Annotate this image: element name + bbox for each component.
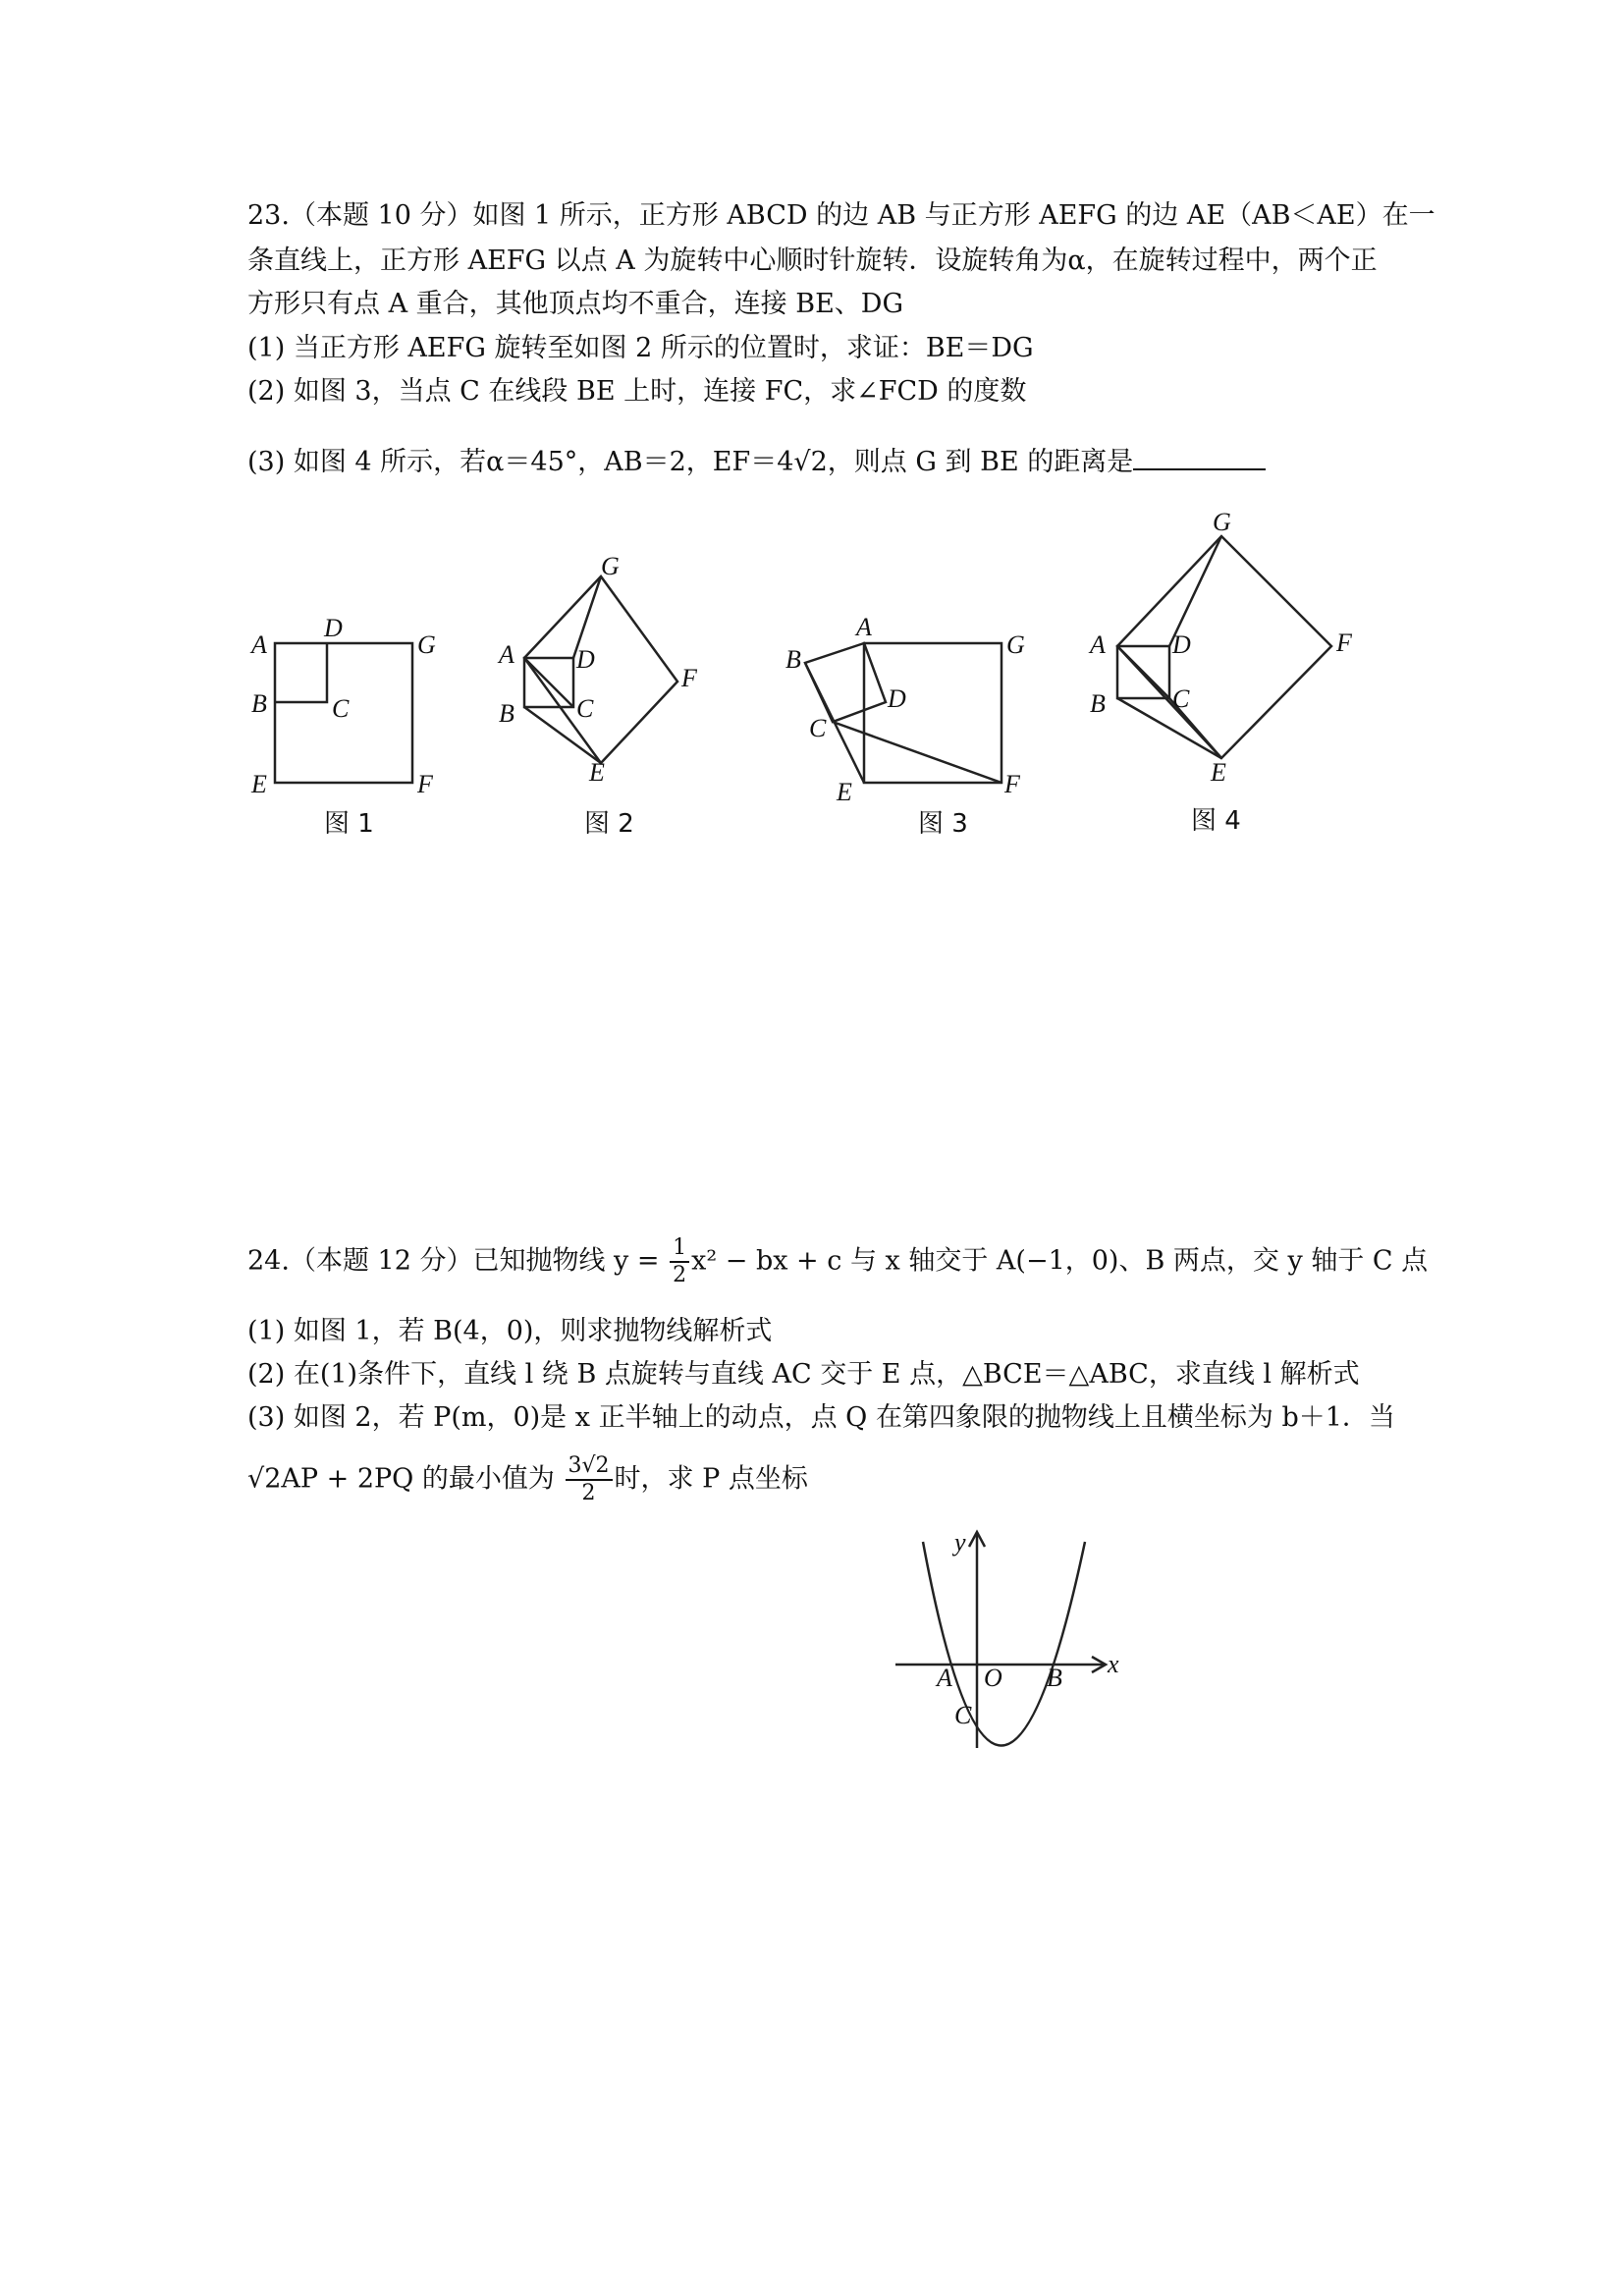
parabola-figure bbox=[884, 1527, 1139, 1758]
fig3-label-c: C bbox=[809, 714, 827, 742]
q24-part3-line2 bbox=[247, 1453, 808, 1506]
fig2-label-d: D bbox=[576, 645, 595, 674]
fig2-label-e: E bbox=[589, 758, 605, 787]
figure-2 bbox=[491, 545, 746, 800]
fig4-label-b: B bbox=[1090, 689, 1106, 718]
fig3-label-g: G bbox=[1006, 630, 1025, 659]
fig3-label-b: B bbox=[785, 645, 801, 674]
fig1-label-e: E bbox=[251, 770, 267, 798]
q24-min-fraction bbox=[566, 1453, 613, 1506]
q24-line1-prefix: 24.（本题 12 分）已知抛物线 y = bbox=[247, 1245, 660, 1277]
fig1-label-g: G bbox=[417, 630, 436, 659]
fig3-label-f: F bbox=[1004, 770, 1020, 798]
q24-half-fraction bbox=[670, 1235, 689, 1288]
fig4-label-a: A bbox=[1090, 630, 1106, 659]
q24-half-denominator: 2 bbox=[673, 1263, 687, 1287]
fig1-label-f: F bbox=[417, 770, 433, 798]
q24-part2: (2) 在(1)条件下，直线 l 绕 B 点旋转与直线 AC 交于 E 点，△BCE＝△ABC，求直线 l 解析式 bbox=[247, 1359, 1360, 1390]
figure-1-caption: 图 1 bbox=[324, 809, 374, 839]
fig3-label-e: E bbox=[837, 778, 852, 805]
fig4-label-d: D bbox=[1172, 630, 1191, 659]
q23-line3: 方形只有点 A 重合，其他顶点均不重合，连接 BE、DG bbox=[247, 289, 904, 319]
q23-line2: 条直线上，正方形 AEFG 以点 A 为旋转中心顺时针旋转．设旋转角为α，在旋转过程中，两个正 bbox=[247, 246, 1378, 276]
q23-part3-prefix: (3) 如图 4 所示，若α＝45°，AB＝2，EF＝4 bbox=[247, 447, 794, 477]
figure-1 bbox=[245, 604, 452, 800]
parabola-label-c: C bbox=[954, 1701, 972, 1729]
q24-part1: (1) 如图 1，若 B(4，0)，则求抛物线解析式 bbox=[247, 1316, 773, 1346]
answer-blank bbox=[1133, 443, 1266, 470]
figure-4 bbox=[1080, 501, 1375, 805]
figure-2-caption: 图 2 bbox=[584, 809, 634, 839]
q23-part3-suffix: ，则点 G 到 BE 的距离是 bbox=[827, 447, 1134, 477]
fig4-label-g: G bbox=[1213, 508, 1231, 536]
q24-part3-line1: (3) 如图 2，若 P(m，0)是 x 正半轴上的动点，点 Q 在第四象限的抛物线上且横坐标为 b＋1．当 bbox=[247, 1402, 1395, 1433]
fig4-label-c: C bbox=[1172, 684, 1190, 713]
fig2-label-b: B bbox=[499, 699, 514, 728]
q23-part2: (2) 如图 3，当点 C 在线段 BE 上时，连接 FC，求∠FCD 的度数 bbox=[247, 376, 1027, 407]
fig2-label-f: F bbox=[681, 664, 697, 692]
q24-part3-line2-suffix: 时，求 P 点坐标 bbox=[614, 1463, 808, 1495]
y-axis-label: y bbox=[954, 1528, 966, 1557]
fig4-label-e: E bbox=[1211, 758, 1226, 787]
q24-min-denominator: 2 bbox=[581, 1481, 596, 1505]
q24-line1-suffix: x² − bx + c 与 x 轴交于 A(−1，0)、B 两点，交 y 轴于 C 点 bbox=[691, 1245, 1429, 1277]
origin-label: O bbox=[984, 1664, 1002, 1692]
fig1-label-a: A bbox=[251, 630, 267, 659]
figure-4-caption: 图 4 bbox=[1191, 806, 1241, 836]
fig4-label-f: F bbox=[1336, 628, 1352, 657]
fig1-label-c: C bbox=[332, 694, 350, 723]
q23-part3-sqrt: √2 bbox=[793, 447, 828, 477]
x-axis-label: x bbox=[1108, 1650, 1119, 1678]
q23-part3 bbox=[247, 443, 1266, 480]
q23-part1: (1) 当正方形 AEFG 旋转至如图 2 所示的位置时，求证：BE＝DG bbox=[247, 333, 1034, 363]
fig1-label-b: B bbox=[251, 689, 267, 718]
fig2-label-a: A bbox=[499, 640, 514, 669]
q24-line1 bbox=[247, 1235, 1428, 1288]
figure-3 bbox=[776, 609, 1041, 805]
q24-half-numerator: 1 bbox=[670, 1235, 689, 1263]
fig3-label-d: D bbox=[888, 684, 906, 713]
q24-min-numerator: 3√2 bbox=[566, 1453, 613, 1481]
parabola-label-a: A bbox=[937, 1664, 952, 1692]
fig2-label-c: C bbox=[576, 694, 594, 723]
figure-3-caption: 图 3 bbox=[918, 809, 968, 839]
parabola-label-b: B bbox=[1047, 1664, 1062, 1692]
q23-line1: 23.（本题 10 分）如图 1 所示，正方形 ABCD 的边 AB 与正方形 AEFG 的边 AE（AB＜AE）在一 bbox=[247, 200, 1435, 231]
fig2-label-g: G bbox=[601, 552, 620, 580]
fig1-label-d: D bbox=[324, 614, 343, 642]
fig3-label-a: A bbox=[856, 613, 872, 641]
q24-part3-line2-prefix: √2AP + 2PQ 的最小值为 bbox=[247, 1463, 555, 1495]
